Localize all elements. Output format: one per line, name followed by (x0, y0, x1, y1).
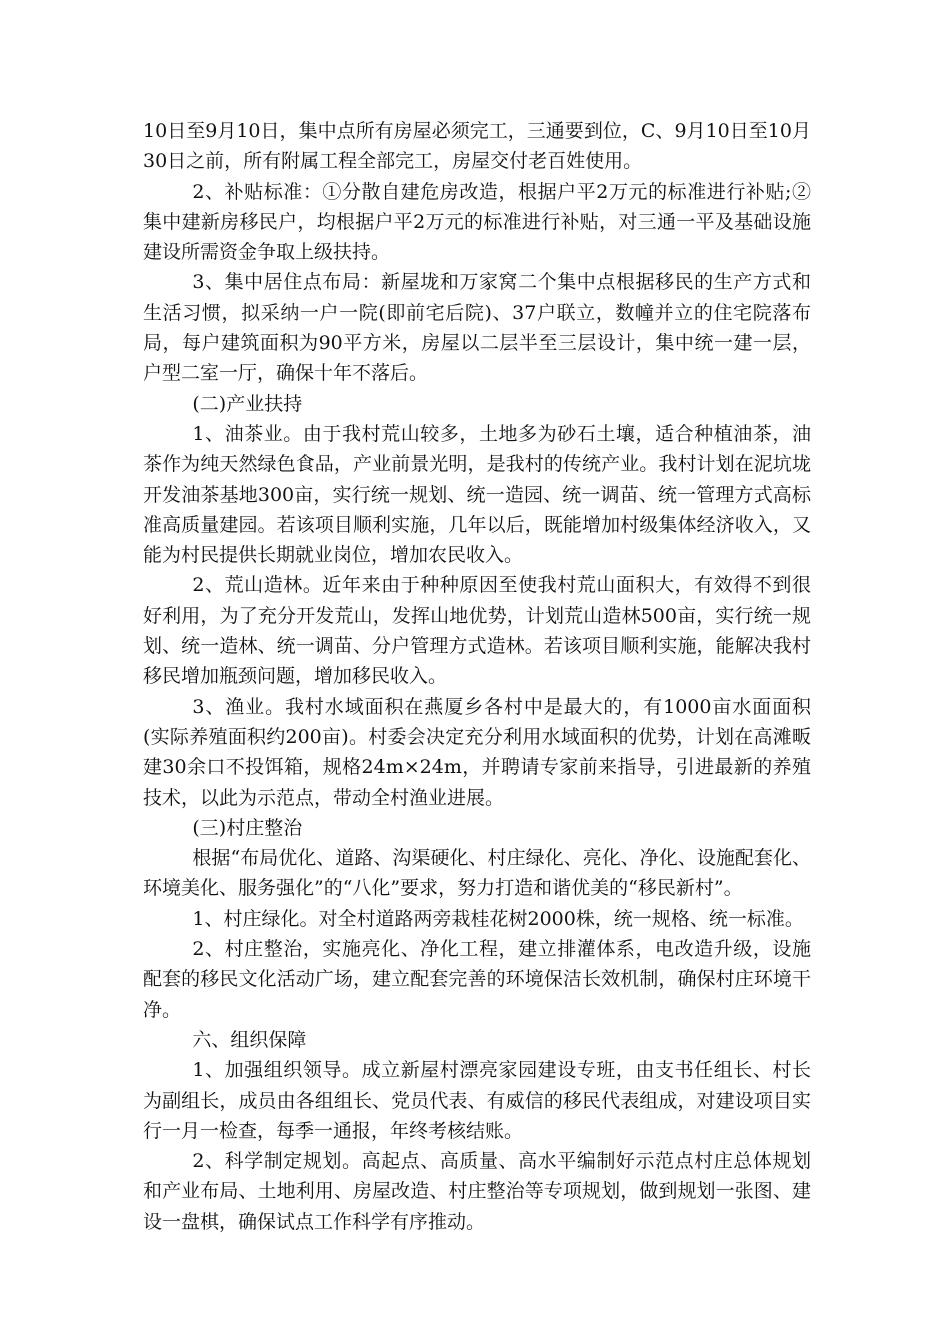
paragraph-planning: 2、科学制定规划。高起点、高质量、高水平编制好示范点村庄总体规划和产业布局、土地利用、房屋改造、村庄整治等专项规划，做到规划一张图、建设一盘棋，确保试点工作科学有序推动。 (143, 1150, 811, 1233)
paragraph-afforestation: 2、荒山造林。近年来由于种种原因至使我村荒山面积大，有效得不到很好利用，为了充分开发荒山，发挥山地优势，计划荒山造林500亩，实行统一规划、统一造林、统一调苗、分户管理方式造林。若该项目顺利实施，能解决我村移民增加瓶颈问题，增加移民收入。 (143, 574, 811, 688)
paragraph-oil-tea: 1、油茶业。由于我村荒山较多，土地多为砂石土壤，适合种植油茶，油茶作为纯天然绿色食品，产业前景光明，是我村的传统产业。我村计划在泥坑垅开发油茶基地300亩，实行统一规划、统一造园、统一调苗、统一管理方式高标准高质量建园。若该项目顺利实施，几年以后，既能增加村级集体经济收入，又能为村民提供长期就业岗位，增加农民收入。 (143, 422, 811, 567)
paragraph-leadership: 1、加强组织领导。成立新屋村漂亮家园建设专班，由支书任组长、村长为副组长，成员由各组组长、党员代表、有威信的移民代表组成，对建设项目实行一月一检查，每季一通报，年终考核结账。 (143, 1059, 811, 1142)
section-heading-village-improvement: (三)村庄整治 (192, 816, 303, 839)
paragraph-continuation: 10日至9月10日，集中点所有房屋必须完工，三通要到位，C、9月10日至10月30日之前，所有附属工程全部完工，房屋交付老百姓使用。 (143, 120, 811, 173)
paragraph-eight-requirements: 根据“布局优化、道路、沟渠硬化、村庄绿化、亮化、净化、设施配套化、环境美化、服务强化”的“八化”要求，努力打造和谐优美的“移民新村”。 (143, 847, 811, 900)
paragraph-fishery: 3、渔业。我村水域面积在燕厦乡各村中是最大的，有1000亩水面面积(实际养殖面积约200亩)。村委会决定充分利用水域面积的优势，计划在高滩畈建30余口不投饵箱，规格24m×24m，并聘请专家前来指导，引进最新的养殖技术，以此为示范点，带动全村渔业进展。 (143, 695, 811, 809)
section-heading-industry-support: (二)产业扶持 (192, 392, 303, 415)
section-heading-organization: 六、组织保障 (192, 1028, 307, 1051)
paragraph-subsidy-standard: 2、补贴标准：①分散自建危房改造，根据户平2万元的标准进行补贴;② 集中建新房移民户，均根据户平2万元的标准进行补贴，对三通一平及基础设施建设所需资金争取上级扶持。 (143, 180, 811, 264)
paragraph-settlement-layout: 3、集中居住点布局：新屋垅和万家窝二个集中点根据移民的生产方式和生活习惯，拟采纳一户一院(即前宅后院)、37户联立，数幢并立的住宅院落布局，每户建筑面积为90平方米，房屋以二层半至三层设计，集中统一建一层，户型二室一厅，确保十年不落后。 (143, 271, 811, 385)
document-page (143, 116, 811, 1237)
paragraph-village-rectification: 2、村庄整治，实施亮化、净化工程，建立排灌体系，电改造升级，设施配套的移民文化活动广场，建立配套完善的环境保洁长效机制，确保村庄环境干净。 (143, 938, 811, 1021)
paragraph-village-greening: 1、村庄绿化。对全村道路两旁栽桂花树2000株，统一规格、统一标准。 (192, 907, 804, 930)
